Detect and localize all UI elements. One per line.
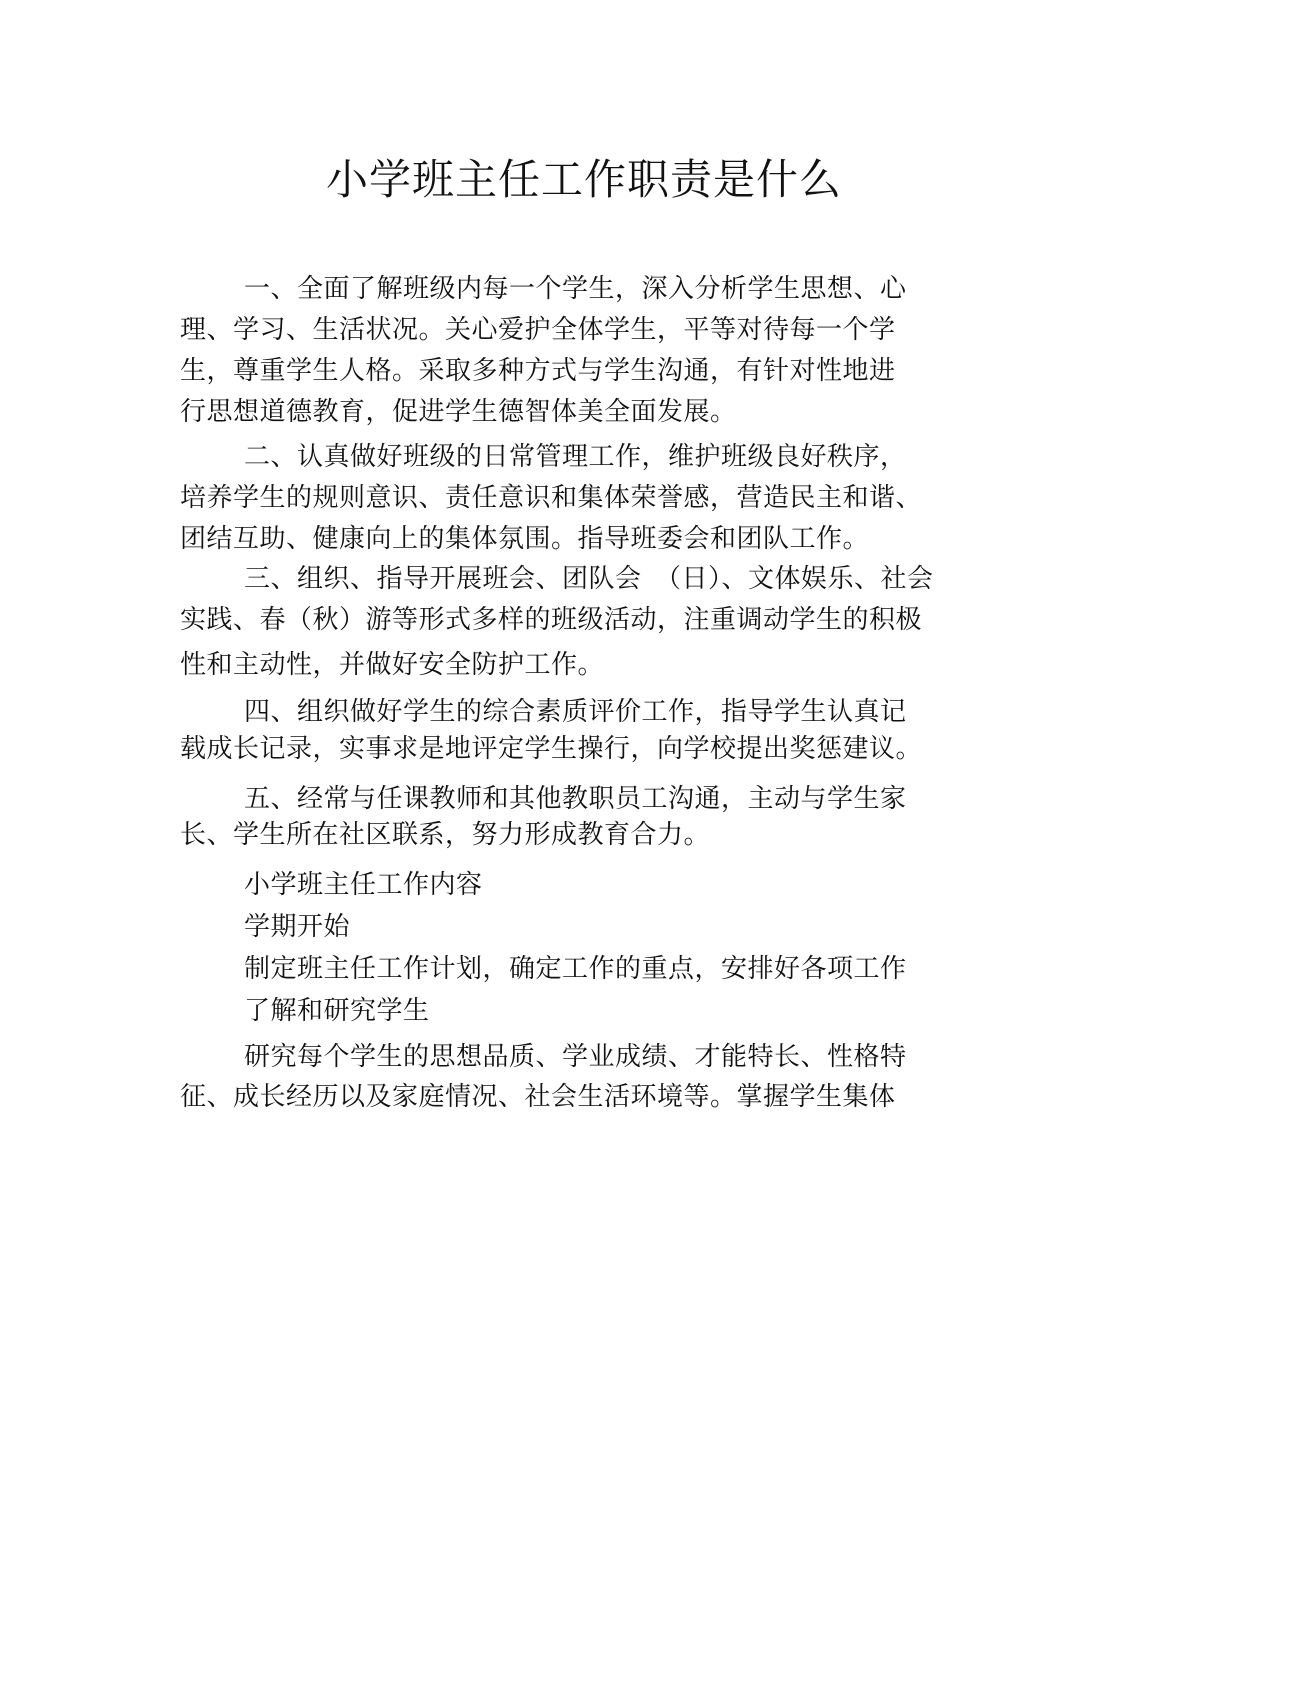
- text-line: 性和主动性，并做好安全防护工作。: [180, 650, 605, 680]
- text-line: 五、经常与任课教师和其他教职员工沟通，主动与学生家: [244, 784, 907, 814]
- text-line: 载成长记录，实事求是地评定学生操行，向学校提出奖惩建议。: [180, 734, 923, 764]
- text-line: 培养学生的规则意识、责任意识和集体荣誉感，营造民主和谐、: [180, 483, 923, 513]
- text-line: 一、全面了解班级内每一个学生，深入分析学生思想、心: [244, 274, 907, 304]
- text-line: 三、组织、指导开展班会、团队会 （日）、文体娱乐、社会: [244, 564, 934, 594]
- text-line: 研究每个学生的思想品质、学业成绩、才能特长、性格特: [244, 1042, 907, 1072]
- text-line: 长、学生所在社区联系，努力形成教育合力。: [180, 820, 711, 850]
- text-line: 团结互助、健康向上的集体氛围。指导班委会和团队工作。: [180, 524, 870, 554]
- document-title: 小学班主任工作职责是什么: [326, 155, 843, 204]
- text-line: 行思想道德教育，促进学生德智体美全面发展。: [180, 397, 737, 427]
- text-line: 理、学习、生活状况。关心爱护全体学生，平等对待每一个学: [180, 315, 896, 345]
- text-line: 小学班主任工作内容: [244, 870, 483, 900]
- text-line: 四、组织做好学生的综合素质评价工作，指导学生认真记: [244, 697, 907, 727]
- text-line: 制定班主任工作计划，确定工作的重点，安排好各项工作: [244, 954, 907, 984]
- text-line: 生，尊重学生人格。采取多种方式与学生沟通，有针对性地进: [180, 356, 896, 386]
- text-line: 二、认真做好班级的日常管理工作，维护班级良好秩序，: [244, 442, 907, 472]
- text-line: 征、成长经历以及家庭情况、社会生活环境等。掌握学生集体: [180, 1082, 896, 1112]
- text-line: 学期开始: [244, 912, 351, 942]
- text-line: 实践、春（秋）游等形式多样的班级活动，注重调动学生的积极: [180, 605, 923, 635]
- text-line: 了解和研究学生: [244, 996, 430, 1026]
